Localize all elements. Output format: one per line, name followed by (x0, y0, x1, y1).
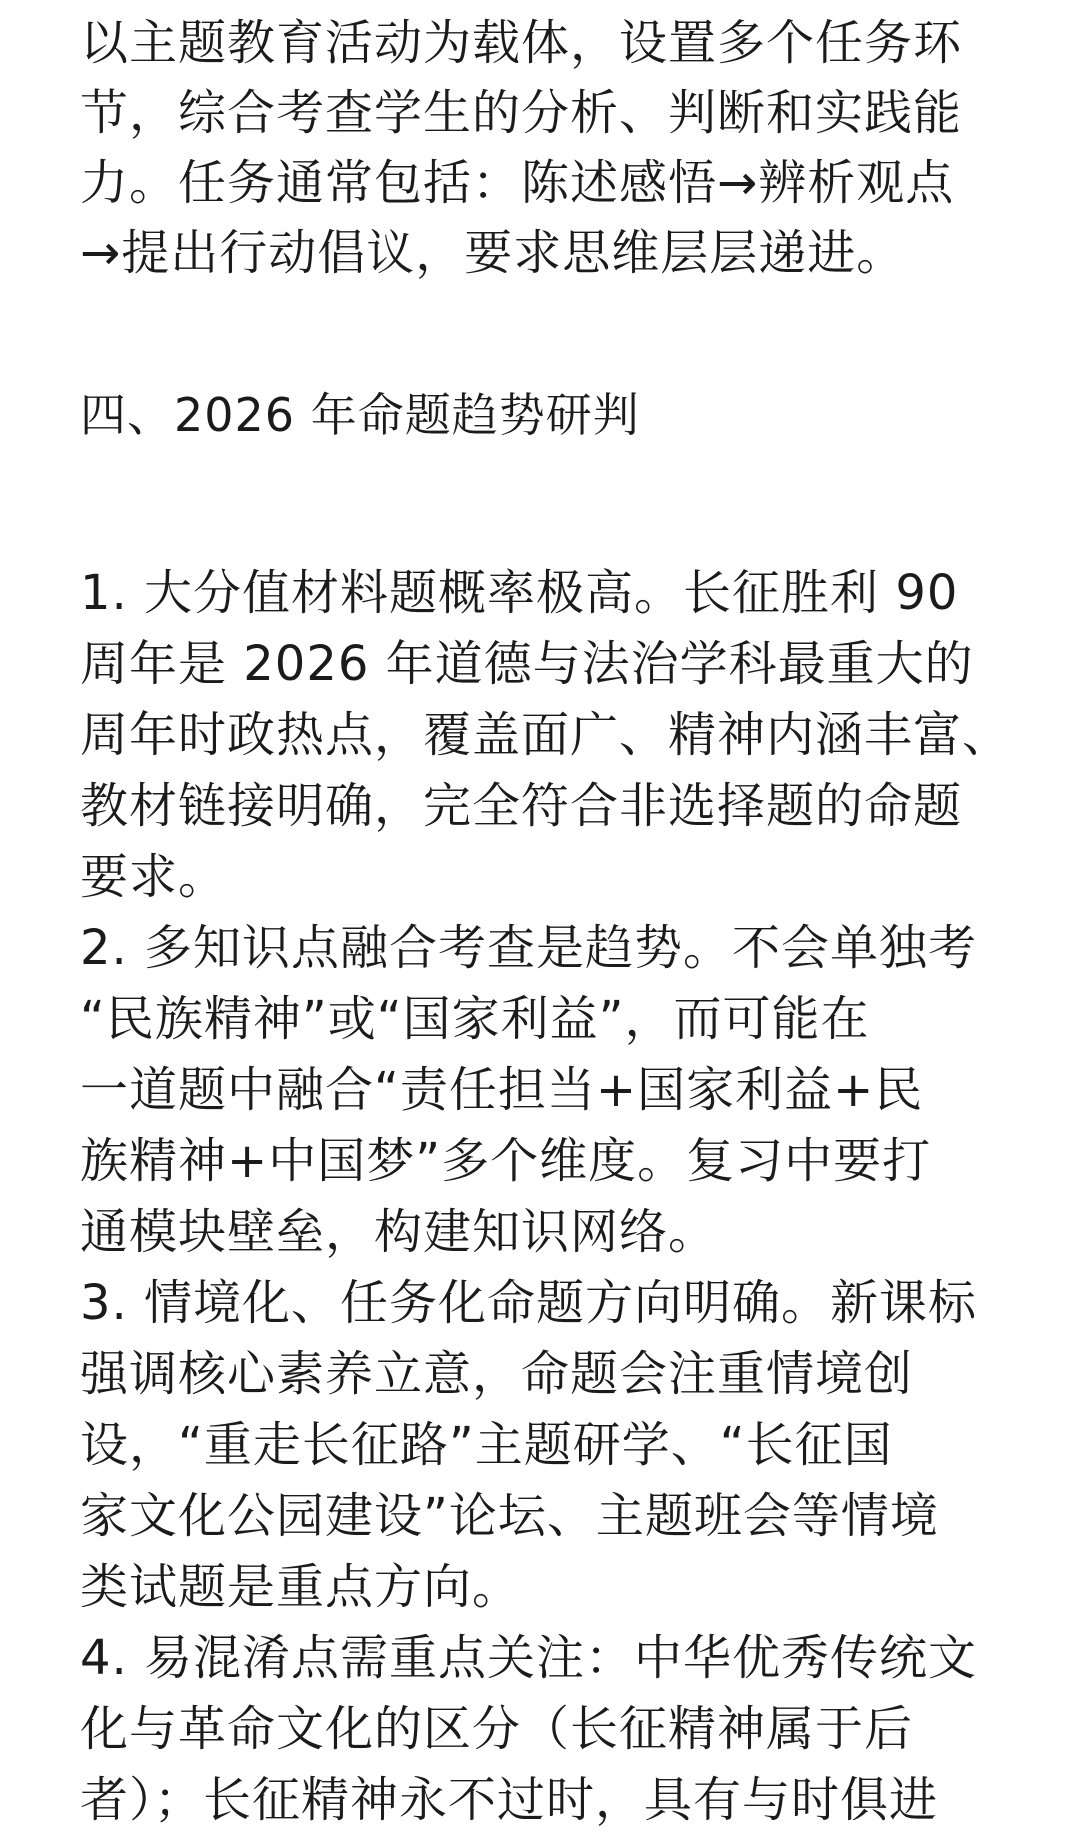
article-body (80, 0, 1030, 1836)
intro-paragraph: 以主题教育活动为载体，设置多个任务环 节，综合考查学生的分析、判断和实践能 力。任务通常包括：陈述感悟→辨析观点 →提出行动倡议，要求思维层层递进。 (80, 15, 963, 281)
section-heading: 四、2026 年命题趋势研判 (80, 388, 640, 442)
list-item: 1. 大分值材料题概率极高。长征胜利 90 周年是 2026 年道德与法治学科最重大的 周年时政热点，覆盖面广、精神内涵丰富、 教材链接明确，完全符合非选择题的命题 要求。 (80, 565, 1012, 905)
trend-list (80, 558, 1030, 1836)
list-item: 3. 情境化、任务化命题方向明确。新课标 强调核心素养立意，命题会注重情境创 设，“重走长征路”主题研学、“长征国 家文化公园建设”论坛、主题班会等情境 类试题是重点方向。 (80, 1275, 978, 1615)
list-item: 2. 多知识点融合考查是趋势。不会单独考 “民族精神”或“国家利益”，而可能在 一道题中融合“责任担当+国家利益+民 族精神+中国梦”多个维度。复习中要打 通模块壁垒，构建知识网络。 (80, 920, 978, 1260)
list-item: 4. 易混淆点需重点关注：中华优秀传统文 化与革命文化的区分（长征精神属于后 者）；长征精神永不过时，具有与时俱进 (80, 1630, 978, 1828)
